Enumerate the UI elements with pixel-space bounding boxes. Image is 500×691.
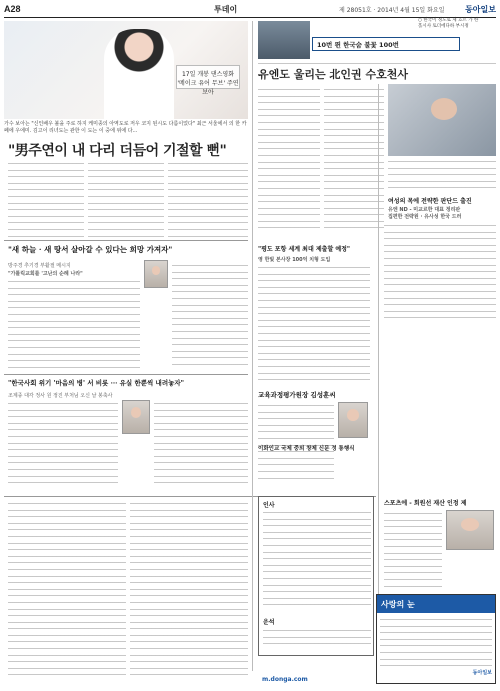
photo-caption-box (176, 65, 240, 96)
monk-photo (122, 400, 150, 434)
main-headline: "男주연이 내 다리 더듬어 기절할 뻔" (8, 143, 227, 159)
divider (4, 240, 248, 241)
section3-body-left (8, 400, 118, 492)
section3-body-right (154, 400, 248, 492)
column-divider (252, 21, 253, 671)
article-column-1 (8, 160, 84, 238)
right-bottom-headline: 스포츠에 - 회원선 재산 인정 제 (384, 500, 467, 507)
issue-date: 제 28051호 · 2014년 4월 15일 화요일 (339, 7, 445, 14)
section3-headline: "한국사회 위기 '마음의 병' 서 비롯 ··· 유실 한뿐씩 내려놓자" (8, 379, 185, 387)
cardinal-photo (144, 260, 168, 288)
obit-box-title: 운석 (263, 619, 275, 626)
section2-kicker2: "가톨릭교회를 '고난의 순례 나라" (8, 271, 83, 277)
section2-body-right (172, 262, 248, 372)
section2-body (8, 278, 140, 372)
footer-url[interactable]: m.donga.com (262, 676, 308, 683)
section4-kicker: 영 한빛 본사장 100억 치형 도입 (258, 257, 331, 263)
feature-aside-line2: 홀시사 토더에다하 부시정 (418, 24, 469, 29)
un-speaker-photo (388, 84, 496, 156)
right-bottom-body (384, 510, 442, 590)
divider (4, 374, 248, 375)
photo-caption-line2: '메이크 유어 무브' 주연 보아 (177, 80, 239, 96)
photo-caption-line1: 17일 개봉 댄스영화 (181, 71, 235, 78)
article-column-2 (88, 160, 164, 238)
people-box (258, 496, 374, 656)
section2-headline: "새 하늘 · 새 땅서 살아갈 수 있다는 희망 가져자" (8, 245, 173, 254)
page-header (4, 4, 496, 18)
obituary-column-1 (8, 500, 126, 686)
ad-title: 사랑의 눈 (377, 595, 495, 613)
people-box-title: 인사 (263, 502, 275, 509)
right-sub-headline: 여성의 목에 전략한 판단드 출진 (388, 198, 472, 205)
ad-box[interactable] (376, 594, 496, 684)
feature-aside (418, 18, 496, 36)
page-number: A28 (4, 4, 21, 14)
section-name: 투데이 (214, 5, 238, 14)
ad-brand: 동아일보 (472, 670, 492, 676)
person-photo-small (338, 402, 368, 438)
people-box-list (263, 509, 371, 613)
ceremony-photo (446, 510, 494, 550)
section5-headline: 교육과정평가원장 김성훈씨 (258, 391, 336, 399)
main-photo (4, 21, 248, 119)
section4-body (258, 264, 370, 384)
column-divider-right (378, 84, 379, 594)
obit-box-list (263, 627, 371, 653)
newspaper-logo: 동아일보 (465, 4, 496, 14)
feature-aside-line1: ○ 한국이 정도로 제 흐르 가 한 (418, 18, 479, 23)
obituary-column-2 (130, 500, 248, 686)
photo-caption: 가수 보아는 "신인배우 볼을 주로 하지 케미종의 아역도로 저우 코지 된시도 다름이었다" 최근 서울에서 의 한 카페에 우에미. 김고이 리녀도는 관한 이 도는 이 중에 위에 다... (4, 121, 247, 134)
section3-kicker: 조계종 대각 정사 원 정진 부처님 오신 날 봉축사 (8, 393, 113, 399)
feature-title: 10번 뛴 한국숨 불꽃 100번 (317, 41, 399, 49)
section2-kicker1: 방주경 추기경 부활절 메시지 (8, 263, 71, 269)
right-article-col1 (258, 86, 320, 236)
right-headline: 유엔도 울리는 北인권 수호천사 (258, 68, 408, 81)
section6-headline: 이화인교 국제 중외 창제 신문 정 통행식 (258, 446, 355, 452)
ad-body (377, 613, 495, 679)
section4-headline: "평도 포항 세계 최대 제출할 예정" (258, 246, 351, 253)
person-photo (104, 29, 174, 119)
right-article-col2 (324, 86, 384, 236)
article-column-3 (168, 160, 248, 238)
right-kicker: 유엔 ND - 미교르한 대표 정리판 (388, 207, 461, 213)
right-kicker2: 집편한 전략원 · 유사성 한국 드러 (388, 214, 462, 220)
right-photo-caption (388, 158, 496, 192)
right-section-body (384, 222, 496, 322)
feature-title-box (312, 37, 460, 51)
mountaineer-photo (258, 21, 310, 59)
